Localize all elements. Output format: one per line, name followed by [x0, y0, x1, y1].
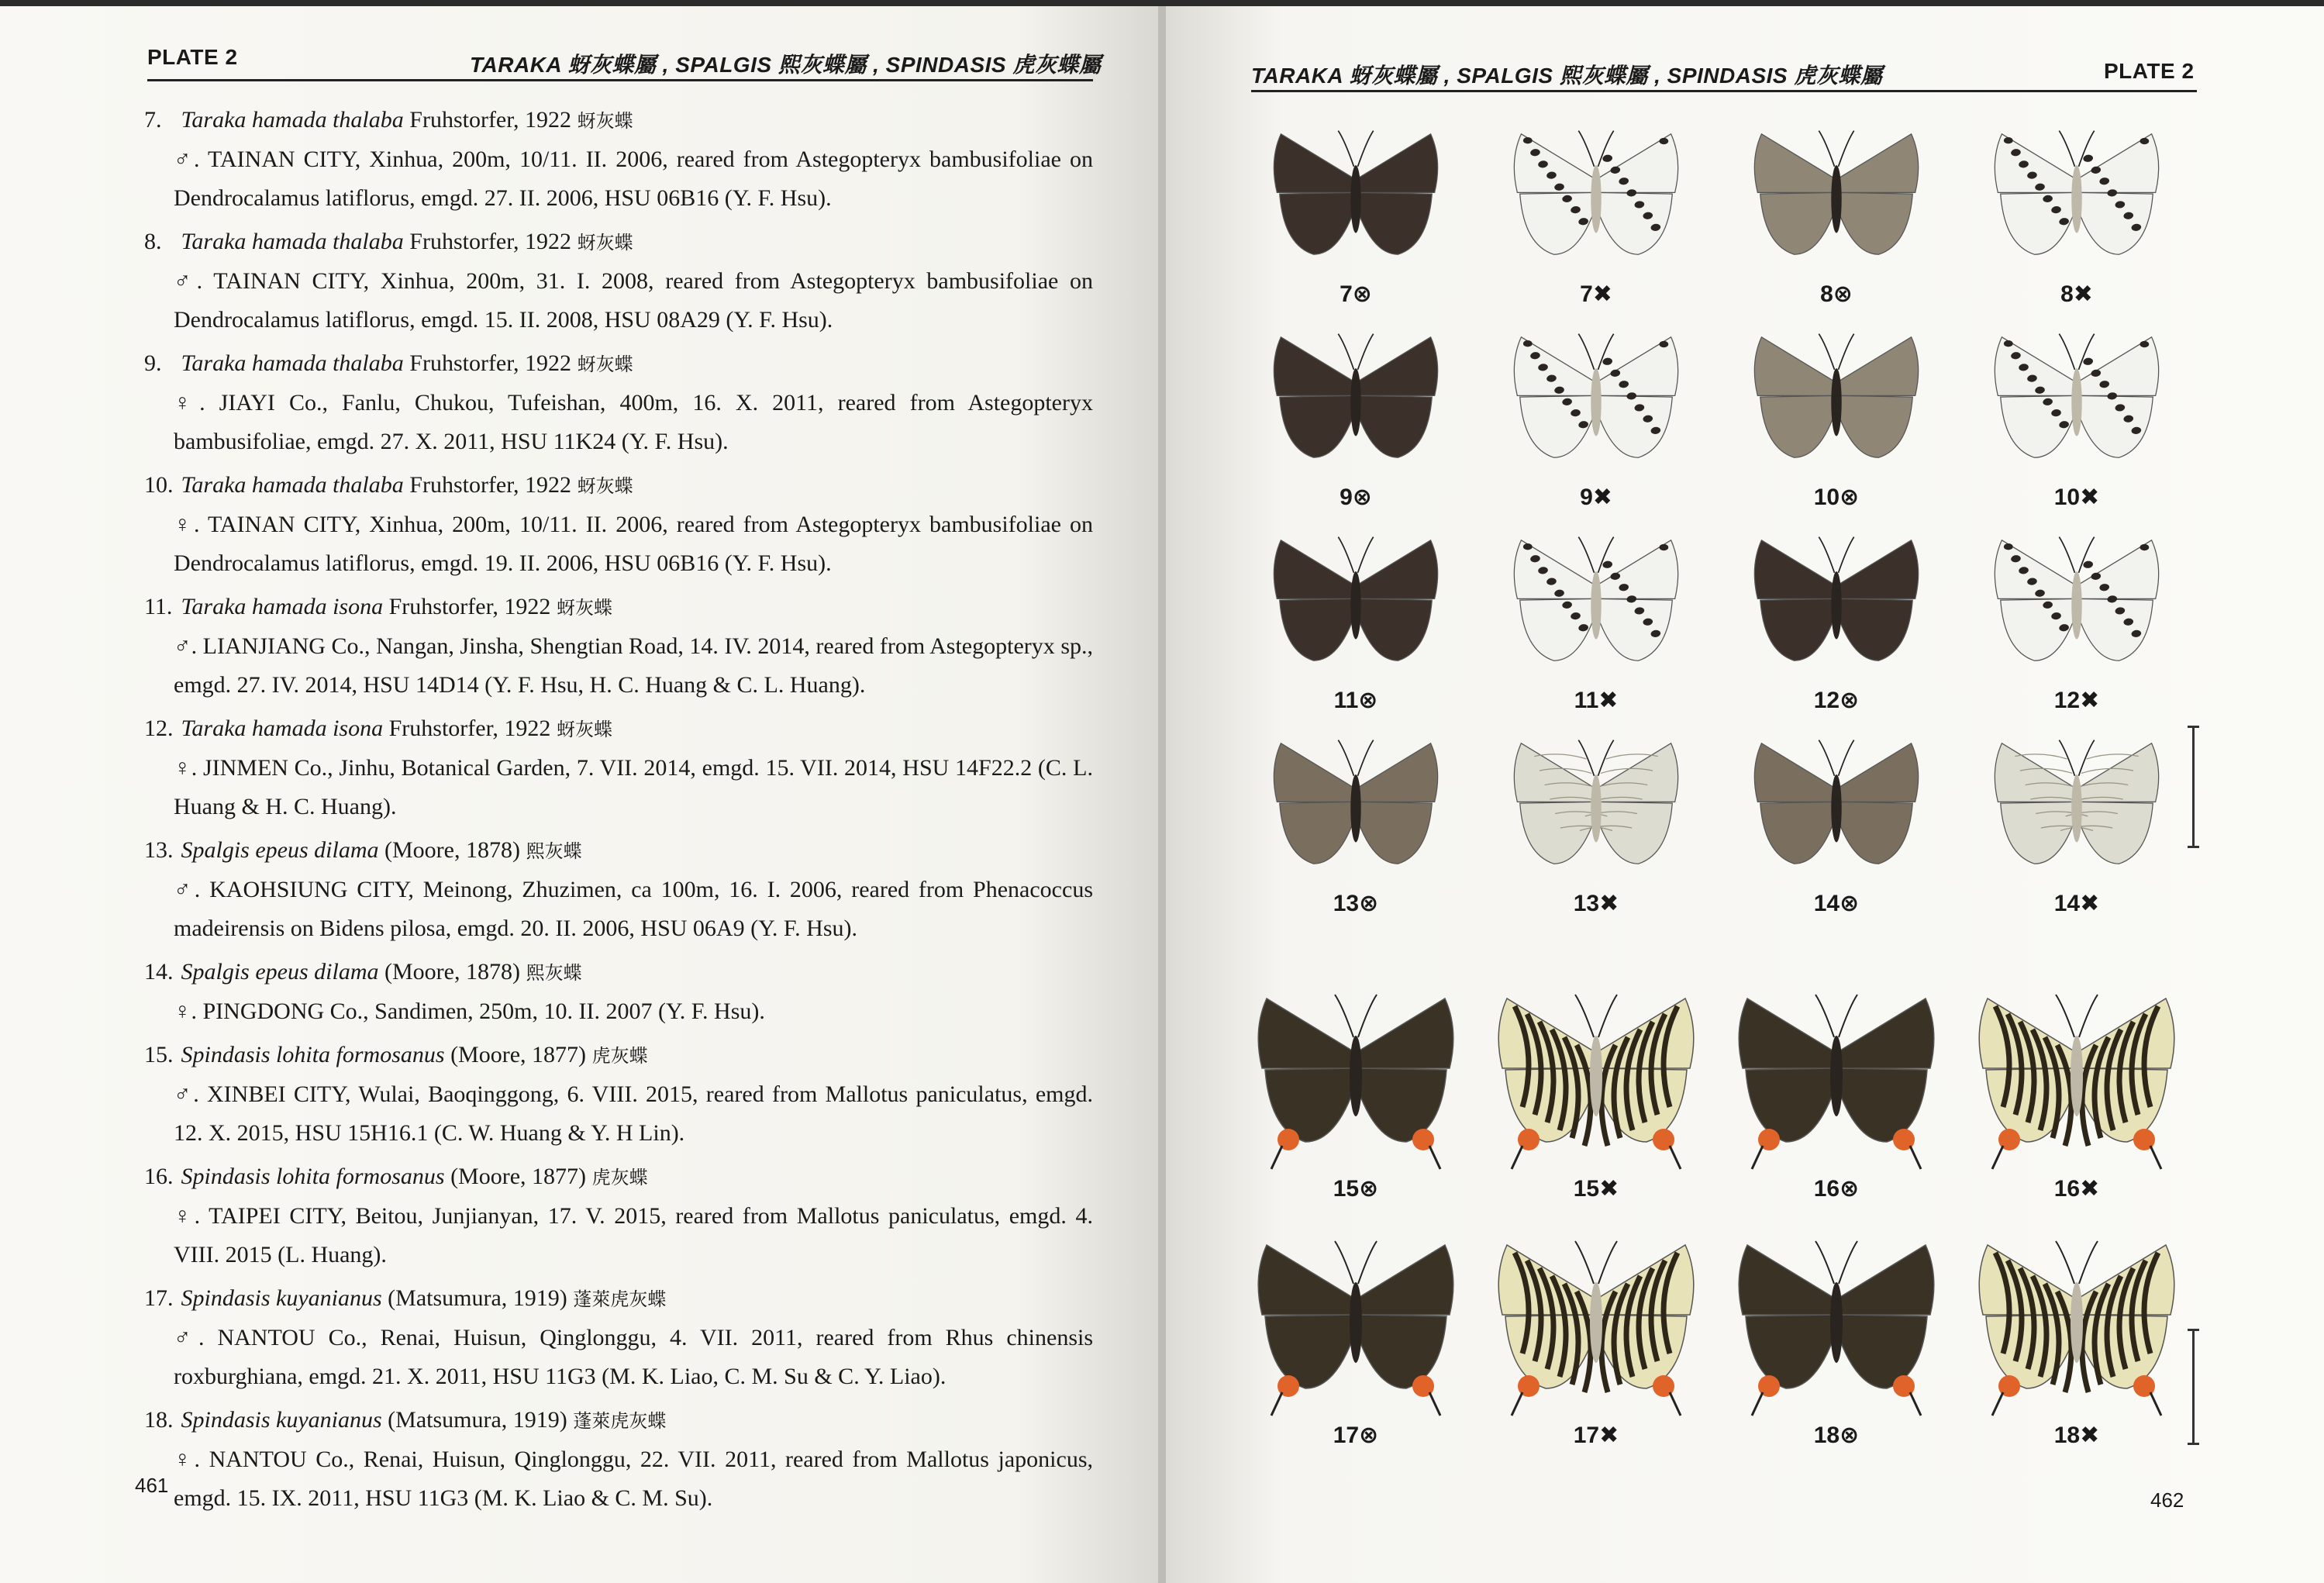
chinese-name: 蚜灰蝶	[550, 597, 613, 619]
specimen-label: 18⊗	[1813, 1423, 1860, 1448]
entry-number: 7.	[144, 107, 162, 133]
chinese-name: 蚜灰蝶	[550, 719, 613, 740]
specimen-label: 17✖	[1573, 1423, 1619, 1448]
taxon-name: Spalgis epeus dilama	[181, 837, 379, 863]
taxon-author: (Moore, 1878)	[378, 959, 520, 985]
butterfly-image	[1491, 983, 1701, 1177]
right-page-number: 462	[2150, 1488, 2184, 1512]
specimen-11-upper	[1243, 527, 1468, 729]
specimen-15-under	[1484, 983, 1709, 1216]
specimen-label: 10⊗	[1813, 485, 1860, 510]
taxon-author: Fruhstorfer, 1922	[403, 107, 572, 133]
specimen-15-upper	[1243, 983, 1468, 1216]
entry-number: 8.	[144, 229, 162, 254]
specimen-label: 16⊗	[1813, 1176, 1860, 1202]
entry-collection-data: ♀. PINGDONG Co., Sandimen, 250m, 10. II. 2007 (Y. F. Hsu).	[174, 998, 765, 1024]
butterfly-image	[1491, 527, 1701, 690]
specimen-label: 14✖	[2053, 891, 2100, 916]
specimen-13-upper	[1243, 730, 1468, 932]
butterfly-image	[1732, 1229, 1941, 1423]
specimen-14-upper	[1724, 730, 1949, 932]
specimen-18-upper	[1724, 1229, 1949, 1462]
entry-heading	[144, 953, 1093, 992]
specimen-entry	[140, 1036, 1093, 1153]
taxon-name: Spindasis kuyanianus	[181, 1285, 382, 1311]
specimen-entry	[140, 101, 1093, 218]
taxon-name: Spindasis lohita formosanus	[181, 1042, 445, 1067]
specimen-label: 10✖	[2053, 485, 2100, 510]
taxon-name: Taraka hamada thalaba	[181, 350, 404, 376]
taxon-author: (Moore, 1877)	[444, 1042, 587, 1067]
taxon-author: Fruhstorfer, 1922	[383, 594, 551, 619]
scale-bar-lower	[2192, 1329, 2195, 1445]
specimen-16-upper	[1724, 983, 1949, 1216]
specimen-entry	[140, 1279, 1093, 1396]
butterfly-image	[1251, 730, 1460, 893]
entry-number: 12.	[144, 716, 174, 741]
entry-heading	[144, 1157, 1093, 1197]
entry-collection-data: ♂. TAINAN CITY, Xinhua, 200m, 10/11. II. 2006, reared from Astegopteryx bambusifoliae on Dendrocalamus latiflorus, emgd. 27. II. 2006, HSU 06B16 (Y. F. Hsu).	[174, 147, 1093, 211]
chinese-name: 熙灰蝶	[519, 962, 582, 984]
specimen-label: 17⊗	[1333, 1423, 1379, 1448]
specimen-entry	[140, 466, 1093, 583]
specimen-label: 8✖	[2060, 281, 2093, 307]
taxon-author: (Matsumura, 1919)	[381, 1285, 567, 1311]
specimen-8-upper	[1724, 121, 1949, 322]
specimen-entry	[140, 709, 1093, 826]
left-genera-header: TARAKA 蚜灰蝶屬 , SPALGIS 熙灰蝶屬 , SPINDASIS 虎灰蝶屬	[470, 53, 1102, 77]
entry-number: 9.	[144, 350, 162, 376]
specimen-14-under	[1964, 730, 2189, 932]
specimen-plate	[1243, 121, 2220, 1485]
entry-heading	[144, 466, 1093, 505]
left-plate-label: PLATE 2	[147, 45, 238, 69]
taxon-name: Taraka hamada isona	[181, 716, 384, 741]
entry-collection-data: ♂. XINBEI CITY, Wulai, Baoqinggong, 6. VIII. 2015, reared from Mallotus paniculatus, emgd. 12. X. 2015, HSU 15H16.1 (C. W. Huang & Y. H Lin).	[174, 1081, 1093, 1146]
butterfly-image	[1972, 527, 2181, 690]
chinese-name: 蓬萊虎灰蝶	[567, 1410, 667, 1432]
chinese-name: 蓬萊虎灰蝶	[567, 1288, 667, 1310]
specimen-9-upper	[1243, 324, 1468, 526]
butterfly-image	[1251, 121, 1460, 284]
specimen-label: 13✖	[1573, 891, 1619, 916]
entry-collection-data: ♂. LIANJIANG Co., Nangan, Jinsha, Shengtian Road, 14. IV. 2014, reared from Astegopteryx sp., emgd. 27. IV. 2014, HSU 14D14 (Y. F. Hsu, H. C. Huang & C. L. Huang).	[174, 633, 1093, 698]
specimen-label: 15⊗	[1333, 1176, 1379, 1202]
butterfly-image	[1491, 730, 1701, 893]
specimen-label: 7⊗	[1340, 281, 1372, 307]
taxon-author: (Moore, 1877)	[444, 1164, 587, 1189]
entry-heading	[144, 1036, 1093, 1075]
taxon-name: Taraka hamada thalaba	[181, 472, 404, 498]
scale-bar-upper	[2192, 726, 2195, 848]
entry-number: 14.	[144, 959, 174, 985]
taxon-name: Taraka hamada isona	[181, 594, 384, 619]
entry-collection-data: ♀. JIAYI Co., Fanlu, Chukou, Tufeishan, 400m, 16. X. 2011, reared from Astegopteryx bambusifoliae, emgd. 27. X. 2011, HSU 11K24 (Y. F. Hsu).	[174, 390, 1093, 454]
specimen-label: 7✖	[1580, 281, 1612, 307]
butterfly-image	[1732, 983, 1941, 1177]
specimen-label: 11⊗	[1333, 688, 1378, 713]
specimen-entry	[140, 831, 1093, 948]
chinese-name: 蚜灰蝶	[571, 110, 633, 132]
taxon-name: Spindasis lohita formosanus	[181, 1164, 445, 1189]
specimen-entry	[140, 222, 1093, 340]
specimen-16-under	[1964, 983, 2189, 1216]
chinese-name: 熙灰蝶	[519, 840, 582, 862]
entry-number: 11.	[144, 594, 173, 619]
taxon-author: Fruhstorfer, 1922	[403, 350, 572, 376]
chinese-name: 蚜灰蝶	[571, 475, 633, 497]
specimen-entry	[140, 953, 1093, 1031]
specimen-10-upper	[1724, 324, 1949, 526]
entry-collection-data: ♂. NANTOU Co., Renai, Huisun, Qinglonggu, 4. VII. 2011, reared from Rhus chinensis roxburghiana, emgd. 21. X. 2011, HSU 11G3 (M. K. Liao, C. M. Su & C. Y. Liao).	[174, 1325, 1093, 1389]
entry-number: 13.	[144, 837, 174, 863]
entry-number: 18.	[144, 1407, 174, 1433]
left-page	[0, 6, 1158, 1583]
specimen-17-upper	[1243, 1229, 1468, 1462]
right-page	[1166, 6, 2324, 1583]
left-header-rule	[147, 79, 1093, 81]
specimen-label: 11✖	[1574, 688, 1619, 713]
specimen-18-under	[1964, 1229, 2189, 1462]
entry-number: 10.	[144, 472, 174, 498]
butterfly-image	[1972, 983, 2181, 1177]
butterfly-image	[1251, 1229, 1460, 1423]
taxon-author: Fruhstorfer, 1922	[403, 229, 572, 254]
butterfly-image	[1732, 730, 1941, 893]
specimen-entries	[140, 101, 1093, 1523]
chinese-name: 虎灰蝶	[586, 1045, 648, 1067]
specimen-label: 16✖	[2053, 1176, 2100, 1202]
specimen-8-under	[1964, 121, 2189, 322]
entry-heading	[144, 831, 1093, 871]
butterfly-image	[1732, 527, 1941, 690]
taxon-author: (Moore, 1878)	[378, 837, 520, 863]
specimen-entry	[140, 1401, 1093, 1518]
specimen-7-under	[1484, 121, 1709, 322]
right-plate-label: PLATE 2	[2104, 59, 2195, 83]
specimen-label: 18✖	[2053, 1423, 2100, 1448]
butterfly-image	[1732, 121, 1941, 284]
entry-number: 15.	[144, 1042, 174, 1067]
taxon-name: Spindasis kuyanianus	[181, 1407, 382, 1433]
entry-heading	[144, 222, 1093, 262]
specimen-12-under	[1964, 527, 2189, 729]
specimen-13-under	[1484, 730, 1709, 932]
entry-collection-data: ♀. TAINAN CITY, Xinhua, 200m, 10/11. II. 2006, reared from Astegopteryx bambusifoliae on Dendrocalamus latiflorus, emgd. 19. II. 2006, HSU 06B16 (Y. F. Hsu).	[174, 512, 1093, 576]
taxon-author: Fruhstorfer, 1922	[403, 472, 572, 498]
specimen-label: 13⊗	[1333, 891, 1379, 916]
entry-heading	[144, 709, 1093, 749]
specimen-entry	[140, 588, 1093, 705]
specimen-label: 9✖	[1580, 485, 1612, 510]
butterfly-image	[1251, 983, 1460, 1177]
taxon-name: Taraka hamada thalaba	[181, 229, 404, 254]
entry-collection-data: ♀. JINMEN Co., Jinhu, Botanical Garden, 7. VII. 2014, emgd. 15. VII. 2014, HSU 14F22.2 (C. L. Huang & H. C. Huang).	[174, 755, 1093, 819]
specimen-10-under	[1964, 324, 2189, 526]
specimen-label: 15✖	[1573, 1176, 1619, 1202]
butterfly-image	[1251, 527, 1460, 690]
butterfly-image	[1972, 324, 2181, 487]
specimen-9-under	[1484, 324, 1709, 526]
right-header-rule	[1251, 90, 2197, 92]
specimen-label: 8⊗	[1820, 281, 1853, 307]
butterfly-image	[1491, 1229, 1701, 1423]
entry-collection-data: ♀. TAIPEI CITY, Beitou, Junjianyan, 17. V. 2015, reared from Mallotus paniculatus, emgd. 4. VIII. 2015 (L. Huang).	[174, 1203, 1093, 1267]
specimen-7-upper	[1243, 121, 1468, 322]
specimen-entry	[140, 344, 1093, 461]
entry-heading	[144, 588, 1093, 627]
specimen-12-upper	[1724, 527, 1949, 729]
chinese-name: 虎灰蝶	[586, 1167, 648, 1188]
entry-heading	[144, 101, 1093, 140]
left-page-number: 461	[135, 1474, 169, 1497]
butterfly-image	[1972, 121, 2181, 284]
butterfly-image	[1251, 324, 1460, 487]
specimen-label: 12✖	[2053, 688, 2100, 713]
entry-heading	[144, 344, 1093, 384]
specimen-label: 12⊗	[1813, 688, 1860, 713]
book-gutter	[1158, 6, 1166, 1583]
specimen-label: 9⊗	[1340, 485, 1372, 510]
butterfly-image	[1491, 121, 1701, 284]
specimen-17-under	[1484, 1229, 1709, 1462]
entry-collection-data: ♂. KAOHSIUNG CITY, Meinong, Zhuzimen, ca 100m, 16. I. 2006, reared from Phenacoccus madeirensis on Bidens pilosa, emgd. 20. II. 2006, HSU 06A9 (Y. F. Hsu).	[174, 877, 1093, 941]
butterfly-image	[1972, 1229, 2181, 1423]
butterfly-image	[1972, 730, 2181, 893]
butterfly-image	[1732, 324, 1941, 487]
specimen-11-under	[1484, 527, 1709, 729]
entry-number: 17.	[144, 1285, 174, 1311]
entry-heading	[144, 1279, 1093, 1319]
taxon-name: Taraka hamada thalaba	[181, 107, 404, 133]
taxon-name: Spalgis epeus dilama	[181, 959, 379, 985]
right-genera-header: TARAKA 蚜灰蝶屬 , SPALGIS 熙灰蝶屬 , SPINDASIS 虎灰蝶屬	[1251, 64, 1883, 88]
butterfly-image	[1491, 324, 1701, 487]
entry-collection-data: ♂. TAINAN CITY, Xinhua, 200m, 31. I. 2008, reared from Astegopteryx bambusifoliae on Dendrocalamus latiflorus, emgd. 15. II. 2008, HSU 08A29 (Y. F. Hsu).	[174, 268, 1093, 333]
specimen-label: 14⊗	[1813, 891, 1860, 916]
entry-collection-data: ♀. NANTOU Co., Renai, Huisun, Qinglonggu, 22. VII. 2011, reared from Mallotus japonicus, emgd. 15. IX. 2011, HSU 11G3 (M. K. Liao & C. M. Su).	[174, 1447, 1093, 1511]
taxon-author: (Matsumura, 1919)	[381, 1407, 567, 1433]
specimen-entry	[140, 1157, 1093, 1274]
chinese-name: 蚜灰蝶	[571, 354, 633, 375]
entry-heading	[144, 1401, 1093, 1440]
taxon-author: Fruhstorfer, 1922	[383, 716, 551, 741]
chinese-name: 蚜灰蝶	[571, 232, 633, 253]
entry-number: 16.	[144, 1164, 174, 1189]
